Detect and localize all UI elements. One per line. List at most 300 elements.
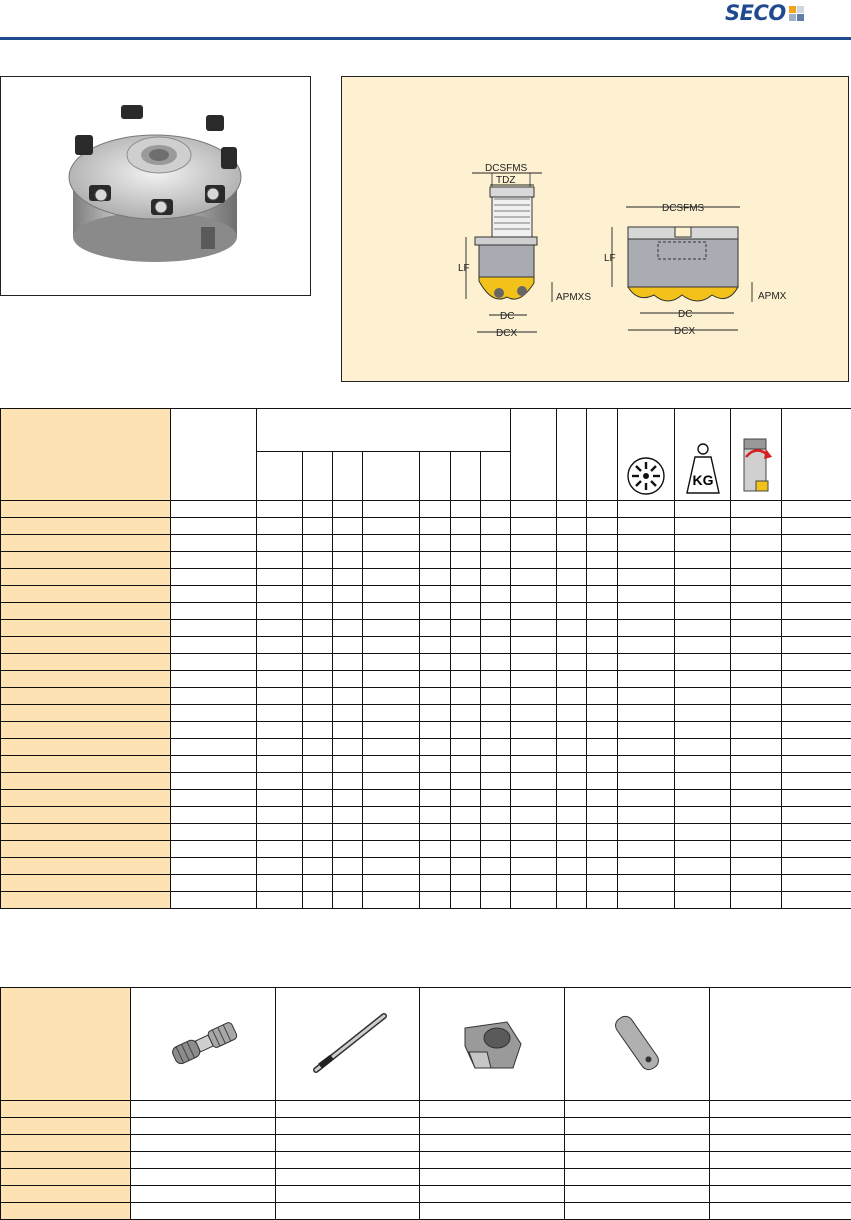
table-cell [675,807,731,824]
table-cell [171,637,257,654]
table-cell [675,688,731,705]
table-cell [675,518,731,535]
table-cell [333,518,363,535]
table-cell [587,892,618,909]
row-label-cell [1,501,171,518]
label-dcsfms-right: DCSFMS [662,203,705,214]
table-cell [420,688,451,705]
table-cell [171,501,257,518]
table-cell [618,824,675,841]
table-cell [333,875,363,892]
table-row [1,1101,851,1118]
table-cell [511,586,557,603]
table-cell [420,756,451,773]
table-cell [618,739,675,756]
table-cell [131,1152,276,1169]
table-cell [731,739,782,756]
table-cell [171,790,257,807]
table-cell [420,807,451,824]
brand-name: SECO [725,1,786,25]
table-cell [363,671,420,688]
table-cell [171,620,257,637]
table-cell [782,552,851,569]
row-label-cell [1,620,171,637]
table-cell [710,1152,851,1169]
table-cell [257,824,303,841]
table-row [1,620,851,637]
table-cell [257,620,303,637]
table-row [1,875,851,892]
table-cell [731,637,782,654]
table-cell [171,552,257,569]
product-photo [0,76,311,296]
table-cell [303,722,333,739]
table-cell [363,586,420,603]
table-cell [333,688,363,705]
table-cell [420,739,451,756]
table-row [1,739,851,756]
table-cell [333,569,363,586]
row-label-cell [1,773,171,790]
table-cell [276,1135,420,1152]
table-cell [333,892,363,909]
label-lf-right: LF [604,253,616,264]
table-cell [481,654,511,671]
table-cell [257,807,303,824]
table-cell [511,705,557,722]
table-cell [782,705,851,722]
table-cell [782,586,851,603]
table-cell [333,841,363,858]
table-cell [675,790,731,807]
table-cell [333,705,363,722]
table-cell [587,722,618,739]
table-cell [675,586,731,603]
table-cell [511,807,557,824]
table-cell [171,824,257,841]
table-cell [481,705,511,722]
table-cell [131,1135,276,1152]
table-cell [333,790,363,807]
row-label-cell [1,892,171,909]
table-cell [587,807,618,824]
screw-icon [153,1013,253,1073]
table-cell [782,790,851,807]
row-label-cell [1,671,171,688]
table-row [1,892,851,909]
table-cell [257,688,303,705]
table-cell [675,552,731,569]
table-row [1,671,851,688]
table-cell [557,739,587,756]
table-cell [276,1101,420,1118]
table-cell [587,688,618,705]
table-cell [675,773,731,790]
coolant-icon [738,433,774,497]
table-row [1,790,851,807]
table-cell [675,756,731,773]
table-cell [481,569,511,586]
table-cell [276,1152,420,1169]
table-cell [363,620,420,637]
table-cell [420,671,451,688]
table-cell [363,654,420,671]
table-cell [451,756,481,773]
table-cell [171,603,257,620]
table-cell [131,1101,276,1118]
table-cell [257,858,303,875]
table-cell [333,637,363,654]
table-cell [131,1186,276,1203]
table-cell [257,722,303,739]
table-cell [731,620,782,637]
table-cell [303,841,333,858]
table-cell [451,858,481,875]
table-cell [675,654,731,671]
table-cell [303,654,333,671]
table-cell [618,569,675,586]
table-cell [363,722,420,739]
table-cell [675,722,731,739]
table-cell [303,705,333,722]
table-cell [171,773,257,790]
table-cell [363,688,420,705]
table-cell [481,671,511,688]
row-label-cell [1,824,171,841]
table-cell [587,603,618,620]
table-cell [257,586,303,603]
table-cell [782,756,851,773]
table-row [1,773,851,790]
table-cell [420,1169,565,1186]
table-cell [675,671,731,688]
label-dcsfms-left: DCSFMS [485,163,528,174]
table-cell [511,637,557,654]
table-row [1,688,851,705]
table-cell [363,773,420,790]
table-cell [511,535,557,552]
table-row [1,586,851,603]
table-cell [363,790,420,807]
table-cell [171,671,257,688]
table-cell [731,518,782,535]
table-cell [420,603,451,620]
row-label-cell [1,756,171,773]
table-cell [618,603,675,620]
table-cell [731,688,782,705]
table-cell [587,552,618,569]
table-cell [481,722,511,739]
table-cell [618,875,675,892]
table-cell [333,603,363,620]
table-cell [675,841,731,858]
row-label-cell [1,1135,131,1152]
table-cell [618,586,675,603]
table-cell [303,637,333,654]
table-cell [731,535,782,552]
table-cell [782,722,851,739]
table-cell [420,858,451,875]
table-cell [333,756,363,773]
table-cell [420,569,451,586]
table-cell [557,654,587,671]
table-cell [782,603,851,620]
table-cell [675,603,731,620]
table-cell [557,756,587,773]
table-cell [451,637,481,654]
table-cell [675,501,731,518]
table-cell [481,739,511,756]
row-label-cell [1,603,171,620]
table-cell [782,824,851,841]
table-cell [731,586,782,603]
table-cell [675,824,731,841]
table-cell [451,739,481,756]
table-cell [710,1101,851,1118]
table-cell [257,603,303,620]
table-cell [333,501,363,518]
table-cell [557,824,587,841]
table-cell [363,705,420,722]
table-cell [731,807,782,824]
row-label-cell [1,722,171,739]
table-cell [333,654,363,671]
table-cell [782,654,851,671]
table-cell [557,858,587,875]
table-cell [675,875,731,892]
table-cell [333,824,363,841]
table-cell [451,671,481,688]
table-cell [511,824,557,841]
table-cell [257,552,303,569]
table-cell [171,705,257,722]
table-cell [451,569,481,586]
table-cell [782,501,851,518]
table-cell [171,569,257,586]
table-cell [731,654,782,671]
table-row [1,637,851,654]
table-cell [511,739,557,756]
row-label-cell [1,1203,131,1220]
table-cell [587,654,618,671]
table-cell [557,722,587,739]
table-cell [420,790,451,807]
table-cell [481,518,511,535]
table-row [1,518,851,535]
table-cell [333,671,363,688]
table-cell [257,892,303,909]
table-cell [276,1169,420,1186]
table-cell [511,552,557,569]
table-cell [557,518,587,535]
table-cell [303,586,333,603]
table-row [1,1169,851,1186]
table-cell [451,552,481,569]
table-cell [587,739,618,756]
table-cell [565,1101,710,1118]
table-cell [451,688,481,705]
table-cell [420,1152,565,1169]
label-apmx: APMX [758,291,787,302]
table-cell [511,688,557,705]
table-cell [171,722,257,739]
table-cell [782,773,851,790]
table-cell [557,552,587,569]
table-cell [481,552,511,569]
row-label-cell [1,705,171,722]
table-cell [276,1186,420,1203]
table-cell [587,773,618,790]
table-cell [363,756,420,773]
table-cell [618,705,675,722]
table-row [1,756,851,773]
table-cell [618,654,675,671]
table-cell [557,535,587,552]
table-cell [171,688,257,705]
table-cell [618,892,675,909]
row-label-cell [1,552,171,569]
table-cell [618,807,675,824]
table-cell [363,501,420,518]
table-cell [363,535,420,552]
table-cell [731,858,782,875]
table-cell [618,552,675,569]
table-cell [731,569,782,586]
table-cell [420,705,451,722]
pin-icon [597,1008,677,1078]
table-cell [257,773,303,790]
table-cell [303,671,333,688]
table-cell [675,705,731,722]
table-cell [618,535,675,552]
table-cell [731,722,782,739]
table-cell [257,841,303,858]
table-cell [363,569,420,586]
row-label-cell [1,518,171,535]
table-cell [710,1186,851,1203]
table-cell [333,722,363,739]
brand-squares-icon [789,6,804,21]
label-dc-right: DC [678,309,693,320]
milling-cutter-image [1,77,310,295]
table-cell [333,620,363,637]
table-cell [451,722,481,739]
table-cell [618,501,675,518]
table-cell [731,790,782,807]
table-cell [481,875,511,892]
table-cell [481,535,511,552]
table-cell [257,739,303,756]
table-cell [303,688,333,705]
table-cell [565,1135,710,1152]
table-cell [618,858,675,875]
row-label-cell [1,1186,131,1203]
table-cell [171,518,257,535]
table-cell [420,654,451,671]
table-cell [451,773,481,790]
table-cell [618,773,675,790]
row-label-cell [1,535,171,552]
table-row [1,824,851,841]
table-cell [303,858,333,875]
table-cell [618,790,675,807]
table-cell [481,756,511,773]
table-cell [171,841,257,858]
table-cell [481,773,511,790]
parts-header-row [1,988,851,1101]
table-cell [171,807,257,824]
table-cell [451,790,481,807]
table-cell [557,501,587,518]
table-cell [481,824,511,841]
table-cell [710,1135,851,1152]
table-cell [363,552,420,569]
table-cell [303,535,333,552]
table-cell [731,824,782,841]
table-cell [557,875,587,892]
table-cell [710,1169,851,1186]
table-cell [618,518,675,535]
table-cell [587,824,618,841]
row-label-cell [1,569,171,586]
table-cell [618,671,675,688]
table-cell [131,1203,276,1220]
table-cell [731,603,782,620]
table-cell [511,603,557,620]
table-cell [420,535,451,552]
table-cell [303,603,333,620]
table-cell [451,892,481,909]
table-cell [587,671,618,688]
row-label-cell [1,654,171,671]
table-row [1,535,851,552]
row-label-cell [1,790,171,807]
table-cell [451,620,481,637]
table-cell [675,569,731,586]
table-cell [782,739,851,756]
table-cell [565,1186,710,1203]
table-cell [420,824,451,841]
table-cell [171,875,257,892]
table-cell [731,705,782,722]
table-cell [557,671,587,688]
table-cell [731,892,782,909]
table-cell [557,603,587,620]
table-cell [481,620,511,637]
table-cell [171,756,257,773]
header-rule [0,37,851,40]
table-cell [363,518,420,535]
table-cell [481,501,511,518]
table-cell [481,603,511,620]
table-cell [587,790,618,807]
table-row [1,654,851,671]
table-cell [303,875,333,892]
table-cell [675,535,731,552]
table-cell [363,892,420,909]
brand-logo [725,2,804,24]
table-cell [782,841,851,858]
table-cell [171,586,257,603]
key-icon [298,1008,398,1078]
table-cell [511,841,557,858]
table-cell [257,654,303,671]
table-cell [481,807,511,824]
table-cell [557,773,587,790]
table-cell [451,824,481,841]
table-row [1,705,851,722]
table-cell [420,1101,565,1118]
